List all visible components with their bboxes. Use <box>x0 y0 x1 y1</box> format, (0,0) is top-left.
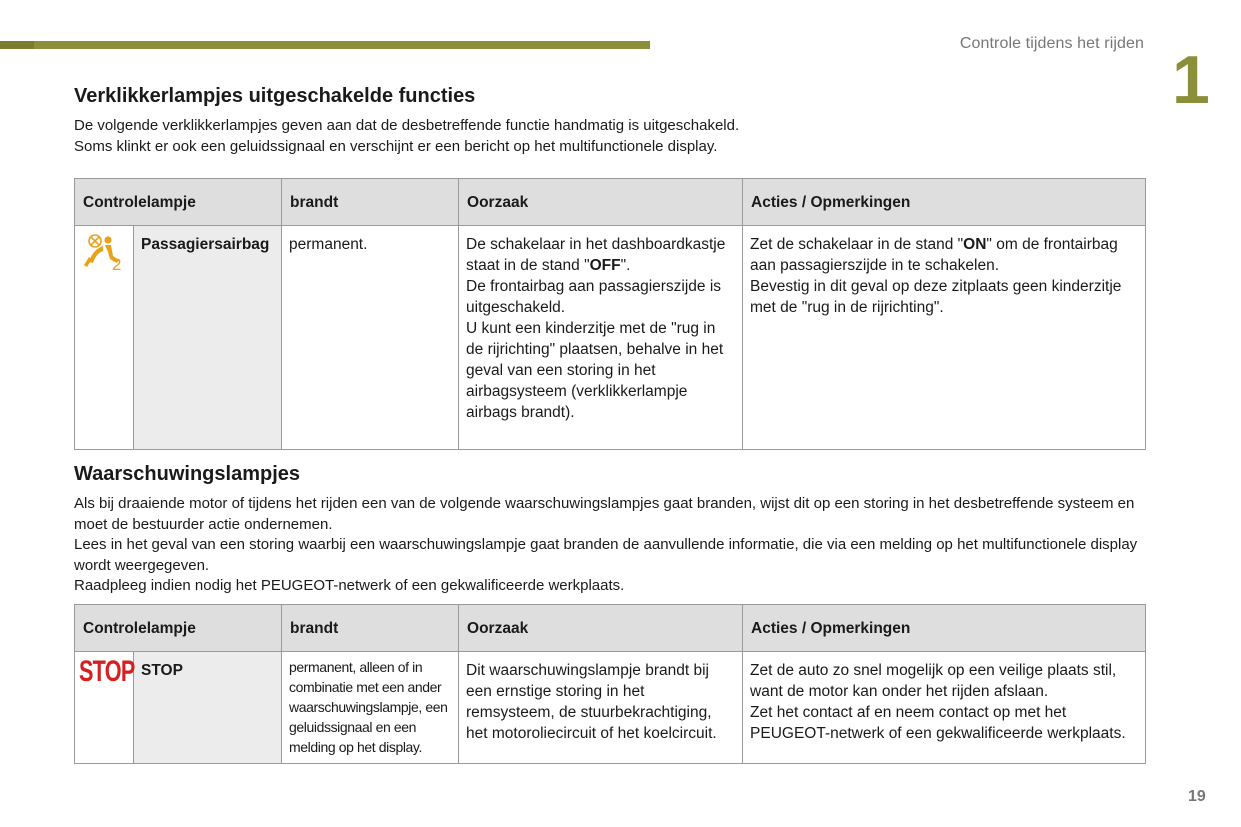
paragraph: Als bij draaiende motor of tijdens het rijden een van de volgende waarschuwingslampjes gaat branden, wijst dit op een storing in het desbetreffende systeem en moet de bestuurder actie ondernemen. <box>74 495 1135 533</box>
lamp-status: permanent. <box>282 226 459 450</box>
column-header: brandt <box>282 179 459 226</box>
stop-warning-icon: STOP <box>79 655 135 688</box>
paragraph: Soms klinkt er ook een geluidssignaal en verschijnt er een bericht op het multifunctionele display. <box>74 137 718 155</box>
text: Zet de auto zo snel mogelijk op een veilige plaats stil, want de motor kan onder het rijden afslaan. <box>750 662 1117 700</box>
page-number: 19 <box>1188 788 1206 805</box>
column-header: Controlelampje <box>75 179 282 226</box>
column-header: Oorzaak <box>459 179 743 226</box>
lamp-cause: Dit waarschuwingslampje brandt bij een ernstige storing in het remsysteem, de stuurbekrachtiging, het motoroliecircuit of het koelcircuit. <box>459 652 743 764</box>
text-bold: OFF <box>589 257 621 274</box>
column-header: Oorzaak <box>459 605 743 652</box>
lamp-status: permanent, alleen of in combinatie met een ander waarschuwingslampje, een geluidssignaal en een melding op het display. <box>282 652 459 764</box>
column-header: Controlelampje <box>75 605 282 652</box>
section-title-disabled-functions: Verklikkerlampjes uitgeschakelde functies <box>74 85 476 107</box>
section-intro-disabled-functions <box>74 116 1149 157</box>
warning-lamp-cell <box>75 652 134 764</box>
lamp-cause <box>459 226 743 450</box>
warning-lamps-table <box>74 604 1146 764</box>
text-bold: ON <box>963 236 987 253</box>
passenger-airbag-off-icon <box>81 232 127 272</box>
svg-text:2: 2 <box>112 255 122 272</box>
header-accent-bar-start <box>0 41 34 49</box>
chapter-number: 1 <box>1172 42 1210 118</box>
table-row <box>75 226 1146 450</box>
column-header: brandt <box>282 605 459 652</box>
table-row <box>75 652 1146 764</box>
warning-lamp-cell <box>75 226 134 450</box>
disabled-functions-table <box>74 178 1146 450</box>
text: Zet de schakelaar in de stand " <box>750 236 964 253</box>
lamp-name: STOP <box>134 652 282 764</box>
paragraph: De volgende verklikkerlampjes geven aan dat de desbetreffende functie handmatig is uitgeschakeld. <box>74 117 740 134</box>
column-header: Acties / Opmerkingen <box>743 605 1146 652</box>
text: ". <box>620 257 631 274</box>
paragraph: Raadpleeg indien nodig het PEUGEOT-netwerk of een gekwalificeerde werkplaats. <box>74 577 625 594</box>
lamp-actions <box>743 652 1146 764</box>
section-intro-warning-lamps <box>74 494 1149 597</box>
lamp-actions <box>743 226 1146 450</box>
text: De frontairbag aan passagierszijde is uitgeschakeld. <box>466 278 722 316</box>
paragraph: Lees in het geval van een storing waarbij een waarschuwingslampje gaat branden de aanvullende informatie, die via een melding op het multifunctionele display wordt weergegeven. <box>74 536 1138 574</box>
text: Bevestig in dit geval op deze zitplaats geen kinderzitje met de "rug in de rijrichting". <box>750 278 1122 316</box>
table-header-row <box>75 179 1146 226</box>
lamp-name: Passagiersairbag <box>134 226 282 450</box>
text: " om de frontairbag aan passagierszijde in te schakelen. <box>750 236 1118 274</box>
section-title-warning-lamps: Waarschuwingslampjes <box>74 463 300 485</box>
table-header-row <box>75 605 1146 652</box>
text: Zet het contact af en neem contact op met het PEUGEOT-netwerk of een gekwalificeerde werkplaats. <box>750 704 1126 742</box>
text: U kunt een kinderzitje met de "rug in de rijrichting" plaatsen, behalve in het geval van een storing in het airbagsysteem (verklikkerlampje airbags brandt). <box>466 320 724 421</box>
column-header: Acties / Opmerkingen <box>743 179 1146 226</box>
header-accent-bar <box>0 41 650 49</box>
running-header: Controle tijdens het rijden <box>959 35 1144 52</box>
text: De schakelaar in het dashboardkastje staat in de stand " <box>466 236 726 274</box>
